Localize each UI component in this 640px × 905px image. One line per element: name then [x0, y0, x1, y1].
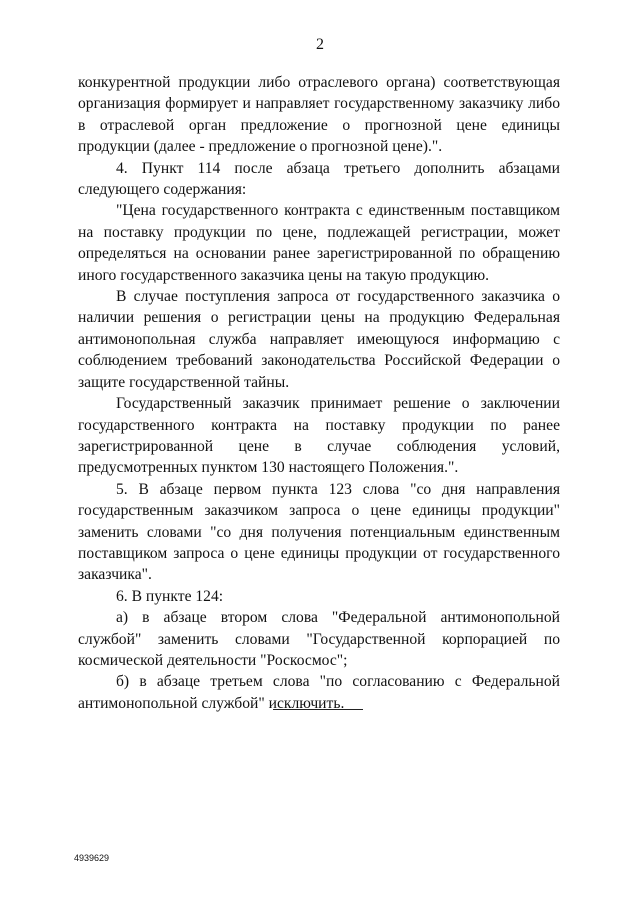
- paragraph-item-6b: б) в абзаце третьем слова "по согласованию с Федеральной антимонопольной службой" исключить.: [78, 673, 560, 712]
- paragraph-item-6: 6. В пункте 124:: [116, 587, 224, 605]
- end-divider: [273, 709, 363, 710]
- document-code: 4939629: [74, 853, 110, 863]
- paragraph-request: В случае поступления запроса от государственного заказчика о наличии решения о регистрации цены на продукцию Федеральная антимонопольная служба направляет имеющуюся информацию с соблюдением требований законодательства Российской Федерации о защите государственной тайны.: [78, 288, 560, 391]
- paragraph-decision: Государственный заказчик принимает решение о заключении государственного контракта на поставку продукции по ранее зарегистрированной цене в случае соблюдения условий, предусмотренных пунктом 130 настоящего Положения.".: [78, 395, 560, 477]
- paragraph-continuation: конкурентной продукции либо отраслевого органа) соответствующая организация формирует и направляет государственному заказчику либо в отраслевой орган предложение о прогнозной цене единицы продукции (далее - предложение о прогнозной цене).".: [78, 74, 560, 156]
- paragraph-quote-price: "Цена государственного контракта с единственным поставщиком на поставку продукции по цене, подлежащей регистрации, может определяться на основании ранее зарегистрированной по обращению иного государственного заказчика цены на такую продукцию.: [78, 202, 560, 284]
- paragraph-item-5: 5. В абзаце первом пункта 123 слова "со дня направления государственным заказчиком запроса о цене единицы продукции" заменить словами "со дня получения потенциальным единственным поставщиком запроса о цене единицы продукции от государственного заказчика".: [78, 480, 560, 584]
- paragraph-item-6a: а) в абзаце втором слова "Федеральной антимонопольной службой" заменить словами "Государственной корпорацией по космической деятельности "Роскосмос";: [78, 609, 560, 669]
- document-body: [78, 72, 560, 714]
- paragraph-item-4: 4. Пункт 114 после абзаца третьего дополнить абзацами следующего содержания:: [78, 159, 560, 199]
- page-number: 2: [316, 36, 324, 53]
